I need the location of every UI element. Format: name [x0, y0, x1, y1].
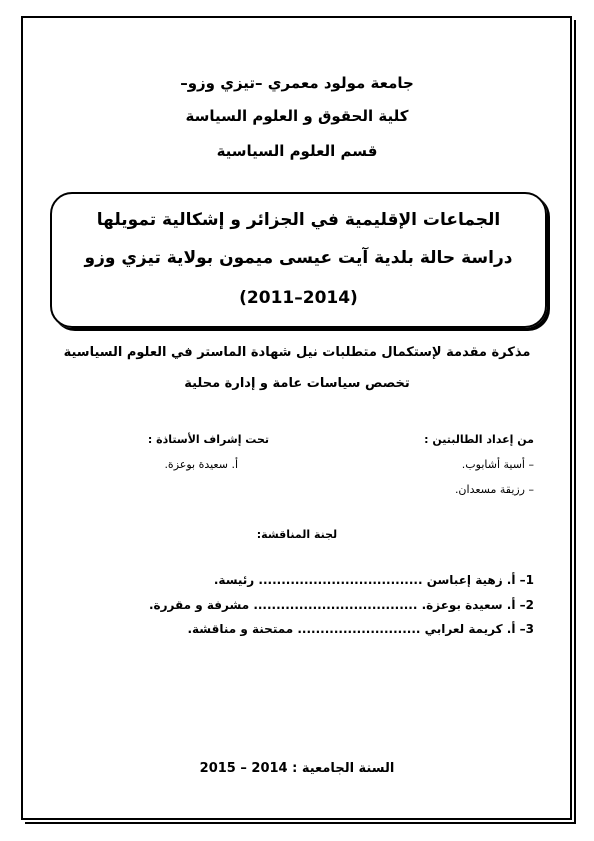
member-role: ممتحنة و مناقشة. — [187, 622, 294, 636]
committee-heading: لجنة المناقشة: — [256, 528, 338, 541]
supervisor-heading: تحت إشراف الأستاذة : — [147, 433, 269, 446]
thesis-title-line-2: دراسة حالة بلدية آيت عيسى ميمون بولاية تيزي وزو — [84, 248, 513, 268]
students-heading: من إعداد الطالبتين : — [424, 433, 534, 446]
supervisor-name: أ. سعيدة بوعزة. — [164, 458, 238, 471]
member-name: 3– أ. كريمة لعرابي — [424, 622, 534, 636]
member-dots: .................................... — [253, 598, 418, 612]
member-dots: ........................... — [297, 622, 421, 636]
page-frame — [21, 16, 572, 820]
academic-year: السنة الجامعية : 2014 – 2015 — [199, 761, 395, 776]
member-dots: .................................... — [258, 573, 423, 587]
thesis-specialization: تخصص سياسات عامة و إدارة محلية — [184, 376, 410, 391]
member-name: 2– أ. سعيدة بوعزة. — [421, 598, 534, 612]
thesis-title-years: (2011–2014) — [239, 288, 358, 308]
university-name: جامعة مولود معمري –تيزي وزو– — [180, 74, 414, 92]
committee-member-3 — [64, 622, 534, 636]
thesis-title-line-1: الجماعات الإقليمية في الجزائر و إشكالية تمويلها — [96, 210, 501, 230]
member-name: 1– أ. زهية إعباسن — [426, 573, 534, 587]
student-name-1: – أسية أشابوب. — [461, 458, 534, 471]
committee-member-1 — [64, 573, 534, 587]
student-name-2: – رزيقة مسعدان. — [454, 483, 534, 496]
faculty-name: كلية الحقوق و العلوم السياسة — [185, 107, 409, 125]
title-box — [50, 192, 547, 328]
department-name: قسم العلوم السياسية — [216, 142, 378, 160]
committee-member-2 — [64, 598, 534, 612]
thesis-description: مذكرة مقدمة لإستكمال متطلبات نيل شهادة الماستر في العلوم السياسية — [63, 345, 531, 360]
member-role: رئيسة. — [213, 573, 255, 587]
member-role: مشرفة و مقررة. — [148, 598, 250, 612]
